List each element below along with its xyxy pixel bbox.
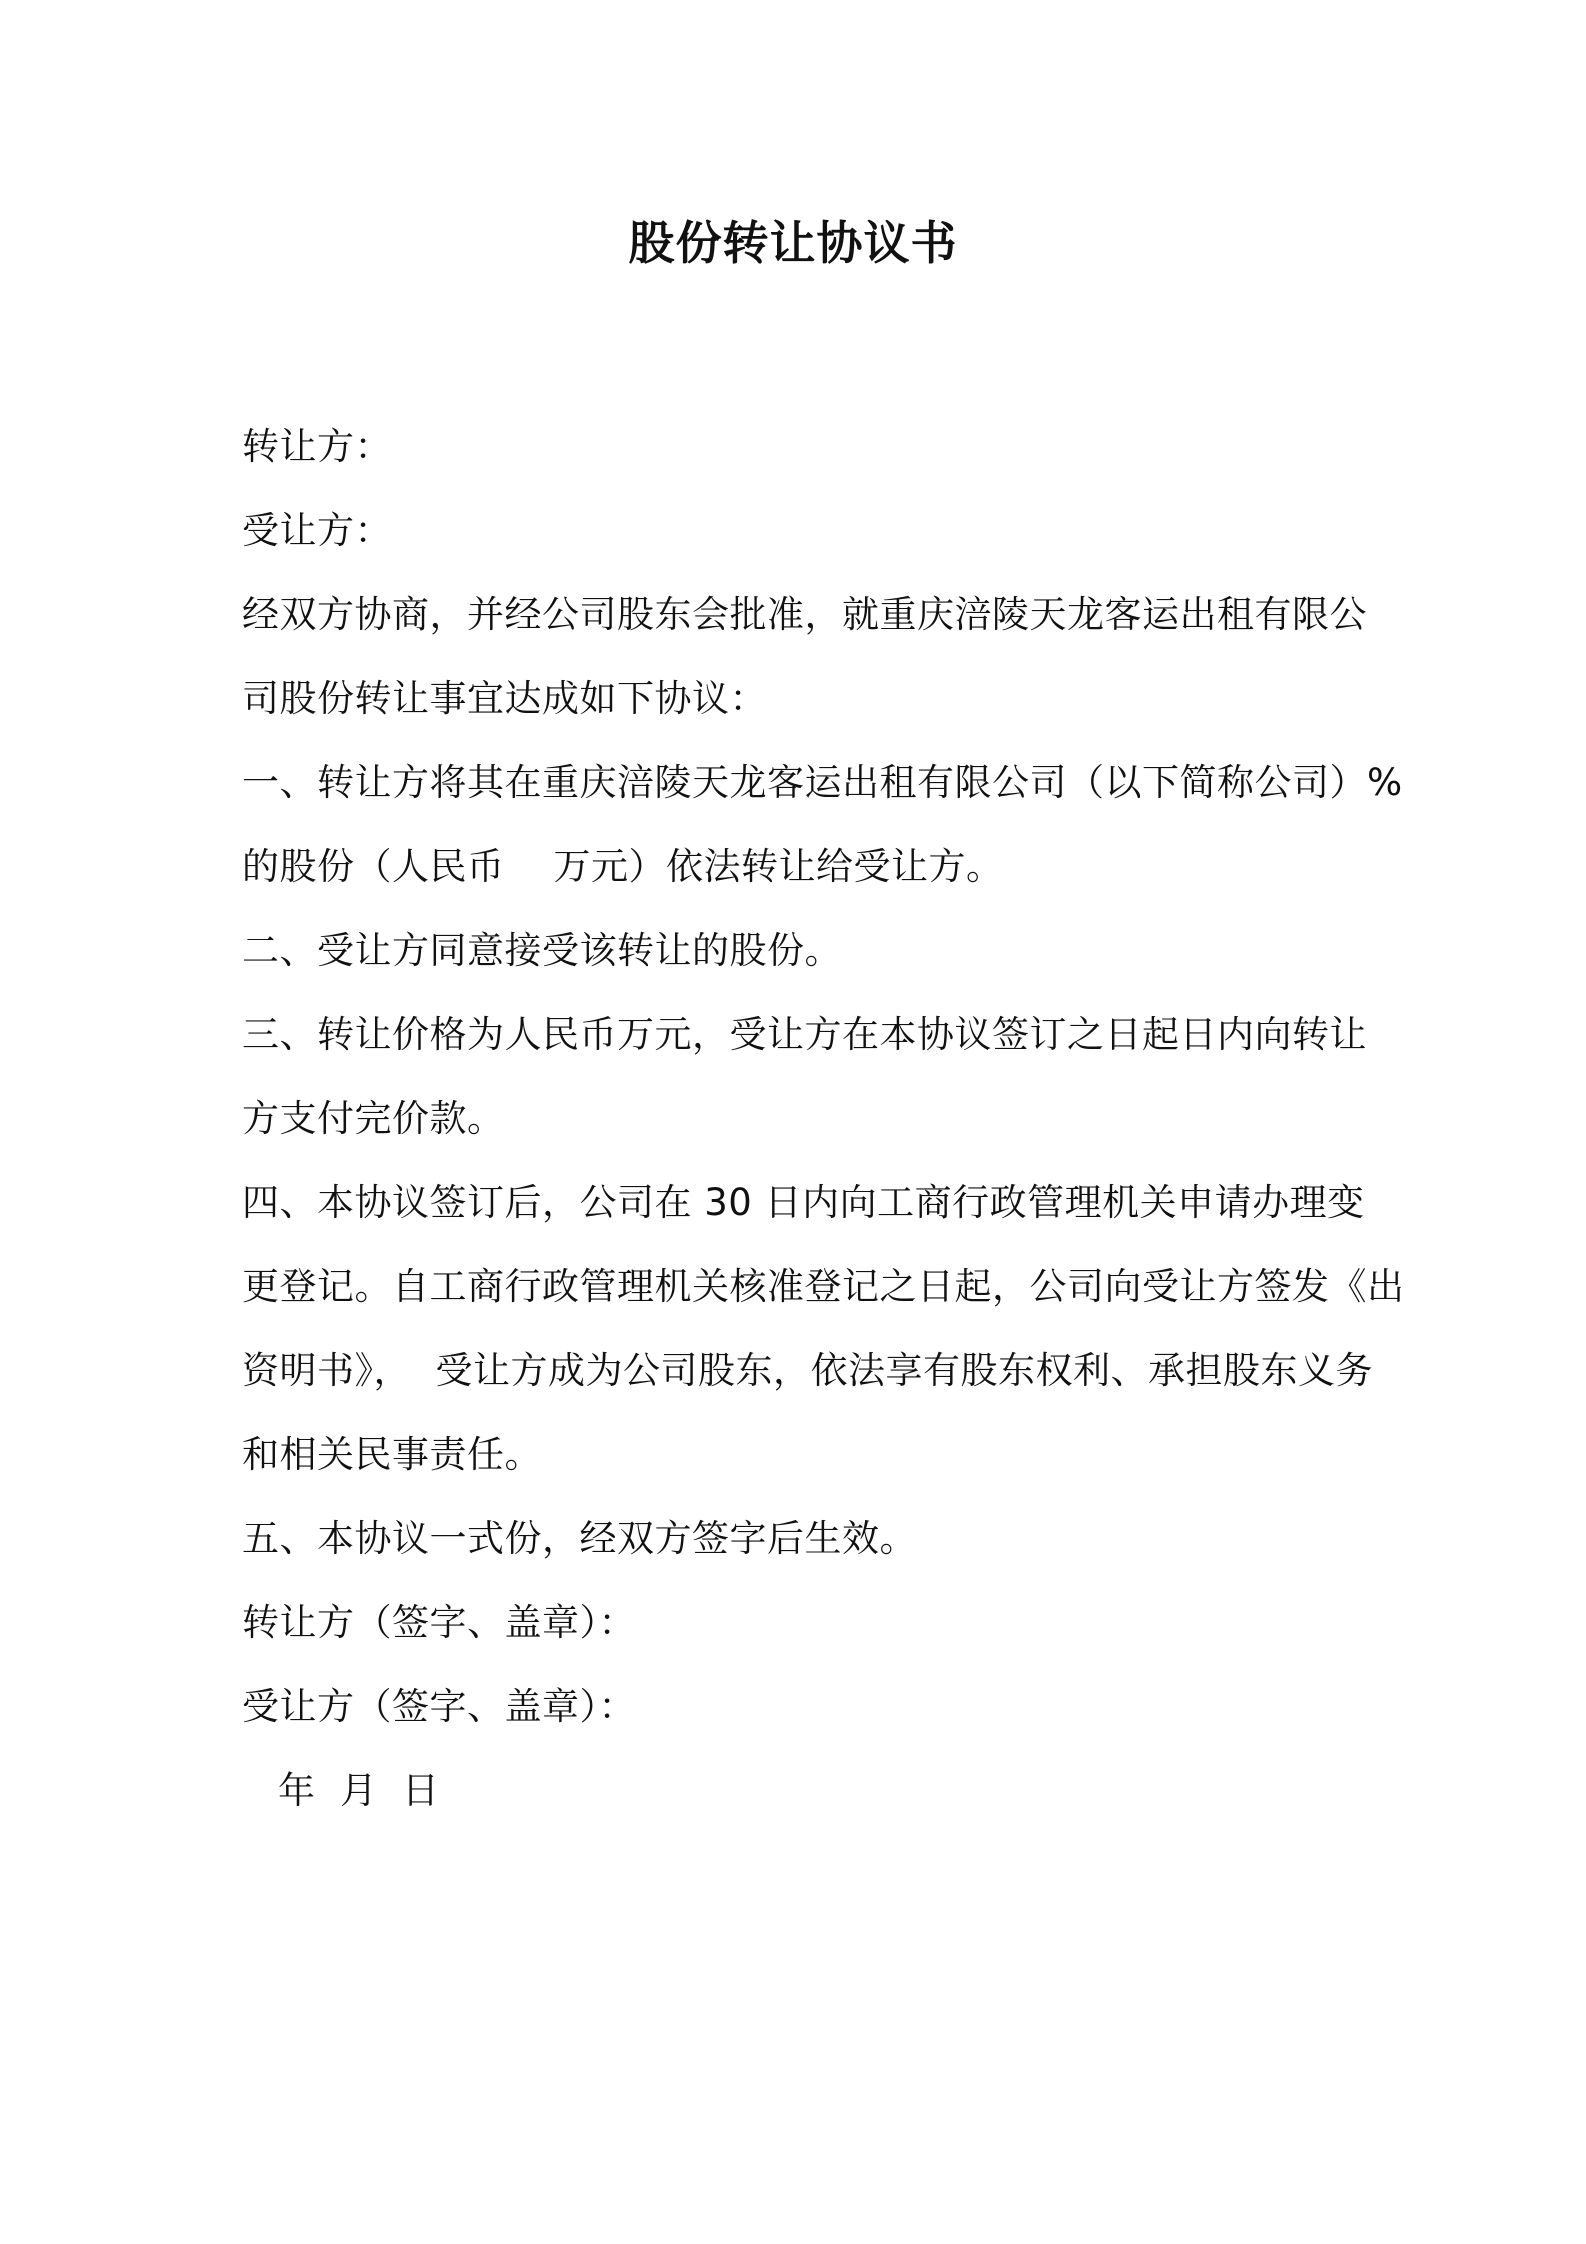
- clause-4-line-1: 四、本协议签订后，公司在 30 日内向工商行政管理机关申请办理变: [242, 1181, 1365, 1224]
- document-body: [242, 405, 1405, 1833]
- clause-1-line-1: 一、转让方将其在重庆涪陵天龙客运出租有限公司（以下简称公司）%: [242, 761, 1403, 804]
- clause-5-line: 五、本协议一式份，经双方签字后生效。: [242, 1517, 917, 1560]
- clause-3-line-2: 方支付完价款。: [242, 1097, 505, 1140]
- clause-4-line-4: 和相关民事责任。: [242, 1433, 542, 1476]
- date-line: 年 月 日: [278, 1769, 440, 1812]
- document-title: 股份转让协议书: [628, 216, 958, 270]
- preamble-line-1: 经双方协商，并经公司股东会批准，就重庆涪陵天龙客运出租有限公: [242, 593, 1367, 636]
- clause-1-line-2: 的股份（人民币 万元）依法转让给受让方。: [242, 845, 1004, 888]
- transferor-signature-line: 转让方（签字、盖章）：: [242, 1601, 636, 1644]
- transferor-line: 转让方：: [242, 425, 392, 468]
- preamble-line-2: 司股份转让事宜达成如下协议：: [242, 677, 767, 720]
- transferee-line: 受让方：: [242, 509, 392, 552]
- clause-4-line-3: 资明书》， 受让方成为公司股东，依法享有股东权利、承担股东义务: [242, 1349, 1374, 1392]
- clause-4-line-2: 更登记。自工商行政管理机关核准登记之日起，公司向受让方签发《出: [242, 1265, 1405, 1308]
- clause-2-line: 二、受让方同意接受该转让的股份。: [242, 929, 842, 972]
- transferee-signature-line: 受让方（签字、盖章）：: [242, 1685, 636, 1728]
- clause-3-line-1: 三、转让价格为人民币万元，受让方在本协议签订之日起日内向转让: [242, 1013, 1367, 1056]
